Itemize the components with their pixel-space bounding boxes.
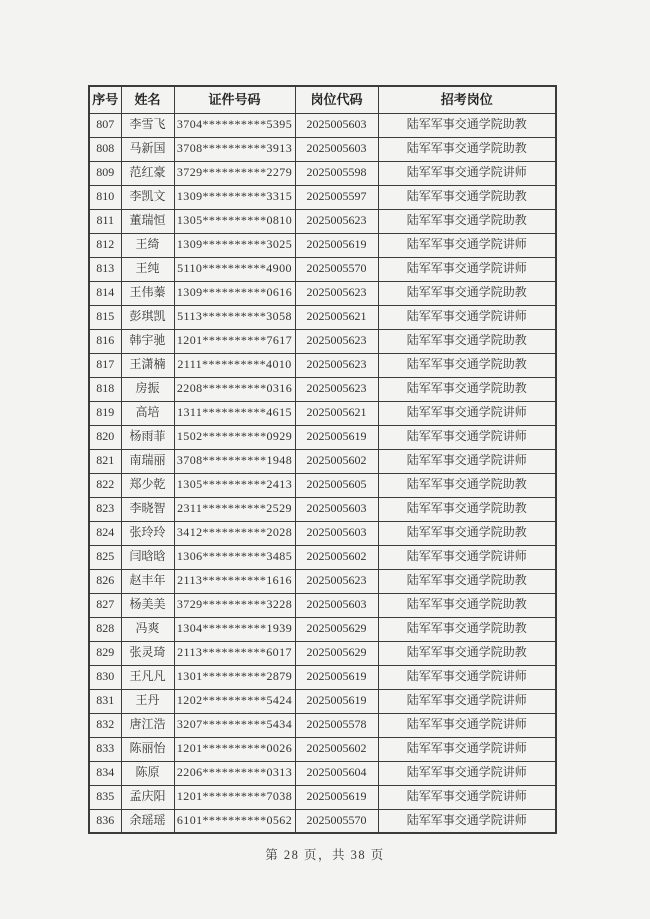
table-row <box>89 473 556 497</box>
cell-name: 唐江浩 <box>121 713 174 737</box>
table-row <box>89 137 556 161</box>
cell-id: 1301**********2879 <box>174 665 295 689</box>
cell-code: 2025005619 <box>295 689 378 713</box>
table-row <box>89 377 556 401</box>
cell-id: 2111**********4010 <box>174 353 295 377</box>
cell-position: 陆军军事交通学院助教 <box>378 329 556 353</box>
cell-serial: 829 <box>89 641 121 665</box>
cell-code: 2025005597 <box>295 185 378 209</box>
cell-code: 2025005603 <box>295 137 378 161</box>
cell-name: 郑少乾 <box>121 473 174 497</box>
table-row <box>89 425 556 449</box>
cell-id: 3207**********5434 <box>174 713 295 737</box>
cell-position: 陆军军事交通学院讲师 <box>378 401 556 425</box>
cell-position: 陆军军事交通学院助教 <box>378 497 556 521</box>
cell-id: 2208**********0316 <box>174 377 295 401</box>
cell-code: 2025005623 <box>295 377 378 401</box>
cell-serial: 823 <box>89 497 121 521</box>
cell-code: 2025005623 <box>295 209 378 233</box>
cell-id: 3412**********2028 <box>174 521 295 545</box>
cell-name: 李晓智 <box>121 497 174 521</box>
cell-name: 房振 <box>121 377 174 401</box>
cell-id: 1202**********5424 <box>174 689 295 713</box>
cell-name: 南瑞丽 <box>121 449 174 473</box>
cell-name: 陈丽怡 <box>121 737 174 761</box>
cell-position: 陆军军事交通学院讲师 <box>378 425 556 449</box>
table-row <box>89 761 556 785</box>
cell-serial: 833 <box>89 737 121 761</box>
cell-serial: 807 <box>89 113 121 137</box>
cell-serial: 826 <box>89 569 121 593</box>
cell-serial: 825 <box>89 545 121 569</box>
table-row <box>89 497 556 521</box>
cell-position: 陆军军事交通学院讲师 <box>378 305 556 329</box>
cell-id: 1201**********7617 <box>174 329 295 353</box>
column-header-name: 姓名 <box>121 86 174 113</box>
cell-id: 5110**********4900 <box>174 257 295 281</box>
cell-serial: 811 <box>89 209 121 233</box>
cell-id: 1305**********2413 <box>174 473 295 497</box>
cell-code: 2025005619 <box>295 665 378 689</box>
table-row <box>89 353 556 377</box>
cell-name: 李凯文 <box>121 185 174 209</box>
cell-position: 陆军军事交通学院助教 <box>378 377 556 401</box>
cell-serial: 814 <box>89 281 121 305</box>
cell-position: 陆军军事交通学院助教 <box>378 281 556 305</box>
cell-id: 1304**********1939 <box>174 617 295 641</box>
cell-code: 2025005629 <box>295 641 378 665</box>
cell-position: 陆军军事交通学院助教 <box>378 185 556 209</box>
cell-code: 2025005570 <box>295 809 378 833</box>
cell-code: 2025005602 <box>295 449 378 473</box>
table-row <box>89 713 556 737</box>
cell-position: 陆军军事交通学院助教 <box>378 641 556 665</box>
cell-code: 2025005623 <box>295 329 378 353</box>
cell-name: 王伟蓁 <box>121 281 174 305</box>
cell-serial: 828 <box>89 617 121 641</box>
table-row <box>89 569 556 593</box>
cell-position: 陆军军事交通学院助教 <box>378 209 556 233</box>
cell-name: 范红豪 <box>121 161 174 185</box>
page-footer: 第 28 页，共 38 页 <box>265 848 385 862</box>
cell-serial: 824 <box>89 521 121 545</box>
cell-serial: 834 <box>89 761 121 785</box>
table-row <box>89 785 556 809</box>
cell-position: 陆军军事交通学院讲师 <box>378 449 556 473</box>
cell-code: 2025005619 <box>295 425 378 449</box>
cell-name: 董瑞恒 <box>121 209 174 233</box>
cell-position: 陆军军事交通学院讲师 <box>378 713 556 737</box>
cell-id: 1201**********0026 <box>174 737 295 761</box>
table-row <box>89 809 556 833</box>
cell-code: 2025005602 <box>295 545 378 569</box>
cell-serial: 808 <box>89 137 121 161</box>
cell-name: 王纯 <box>121 257 174 281</box>
cell-code: 2025005570 <box>295 257 378 281</box>
cell-position: 陆军军事交通学院讲师 <box>378 761 556 785</box>
column-header-serial: 序号 <box>89 86 121 113</box>
cell-name: 王绮 <box>121 233 174 257</box>
table-row <box>89 449 556 473</box>
cell-position: 陆军军事交通学院助教 <box>378 113 556 137</box>
cell-code: 2025005623 <box>295 569 378 593</box>
cell-position: 陆军军事交通学院讲师 <box>378 809 556 833</box>
table-row <box>89 689 556 713</box>
roster-table-header <box>89 86 556 113</box>
cell-code: 2025005578 <box>295 713 378 737</box>
cell-position: 陆军军事交通学院讲师 <box>378 665 556 689</box>
cell-serial: 817 <box>89 353 121 377</box>
cell-name: 余瑶瑶 <box>121 809 174 833</box>
cell-position: 陆军军事交通学院助教 <box>378 473 556 497</box>
cell-serial: 827 <box>89 593 121 617</box>
cell-id: 6101**********0562 <box>174 809 295 833</box>
cell-position: 陆军军事交通学院讲师 <box>378 257 556 281</box>
cell-id: 3729**********2279 <box>174 161 295 185</box>
cell-id: 1306**********3485 <box>174 545 295 569</box>
cell-id: 1201**********7038 <box>174 785 295 809</box>
table-row <box>89 113 556 137</box>
table-row <box>89 209 556 233</box>
cell-position: 陆军军事交通学院讲师 <box>378 161 556 185</box>
cell-serial: 810 <box>89 185 121 209</box>
cell-id: 1309**********0616 <box>174 281 295 305</box>
cell-serial: 818 <box>89 377 121 401</box>
cell-name: 马新国 <box>121 137 174 161</box>
cell-id: 2113**********1616 <box>174 569 295 593</box>
cell-serial: 809 <box>89 161 121 185</box>
table-row <box>89 617 556 641</box>
table-row <box>89 329 556 353</box>
cell-serial: 812 <box>89 233 121 257</box>
cell-code: 2025005629 <box>295 617 378 641</box>
table-row <box>89 305 556 329</box>
cell-serial: 813 <box>89 257 121 281</box>
cell-serial: 832 <box>89 713 121 737</box>
cell-id: 1309**********3315 <box>174 185 295 209</box>
table-row <box>89 257 556 281</box>
cell-position: 陆军军事交通学院助教 <box>378 353 556 377</box>
cell-position: 陆军军事交通学院讲师 <box>378 545 556 569</box>
cell-name: 赵丰年 <box>121 569 174 593</box>
cell-code: 2025005605 <box>295 473 378 497</box>
cell-id: 3708**********3913 <box>174 137 295 161</box>
cell-id: 3729**********3228 <box>174 593 295 617</box>
cell-id: 1502**********0929 <box>174 425 295 449</box>
cell-code: 2025005623 <box>295 281 378 305</box>
table-row <box>89 401 556 425</box>
cell-serial: 816 <box>89 329 121 353</box>
cell-name: 彭琪凯 <box>121 305 174 329</box>
cell-name: 杨美美 <box>121 593 174 617</box>
cell-code: 2025005603 <box>295 521 378 545</box>
cell-serial: 819 <box>89 401 121 425</box>
table-row <box>89 593 556 617</box>
table-row <box>89 233 556 257</box>
cell-id: 3704**********5395 <box>174 113 295 137</box>
column-header-id: 证件号码 <box>174 86 295 113</box>
roster-table <box>88 85 557 834</box>
cell-code: 2025005604 <box>295 761 378 785</box>
table-row <box>89 161 556 185</box>
cell-serial: 830 <box>89 665 121 689</box>
cell-id: 2113**********6017 <box>174 641 295 665</box>
cell-name: 杨雨菲 <box>121 425 174 449</box>
roster-table-body <box>89 113 556 833</box>
cell-id: 1311**********4615 <box>174 401 295 425</box>
cell-name: 张灵琦 <box>121 641 174 665</box>
cell-id: 1305**********0810 <box>174 209 295 233</box>
cell-serial: 835 <box>89 785 121 809</box>
table-row <box>89 281 556 305</box>
table-row <box>89 545 556 569</box>
column-header-code: 岗位代码 <box>295 86 378 113</box>
cell-code: 2025005621 <box>295 401 378 425</box>
cell-code: 2025005602 <box>295 737 378 761</box>
cell-serial: 831 <box>89 689 121 713</box>
cell-name: 王潇楠 <box>121 353 174 377</box>
cell-id: 2311**********2529 <box>174 497 295 521</box>
cell-serial: 836 <box>89 809 121 833</box>
cell-code: 2025005603 <box>295 113 378 137</box>
table-row <box>89 185 556 209</box>
cell-code: 2025005623 <box>295 353 378 377</box>
cell-id: 2206**********0313 <box>174 761 295 785</box>
cell-code: 2025005619 <box>295 785 378 809</box>
cell-serial: 821 <box>89 449 121 473</box>
table-row <box>89 641 556 665</box>
cell-serial: 822 <box>89 473 121 497</box>
cell-position: 陆军军事交通学院讲师 <box>378 785 556 809</box>
cell-position: 陆军军事交通学院讲师 <box>378 737 556 761</box>
cell-code: 2025005598 <box>295 161 378 185</box>
header-row <box>89 86 556 113</box>
table-row <box>89 665 556 689</box>
column-header-position: 招考岗位 <box>378 86 556 113</box>
cell-name: 闫晗晗 <box>121 545 174 569</box>
cell-code: 2025005621 <box>295 305 378 329</box>
cell-code: 2025005619 <box>295 233 378 257</box>
cell-position: 陆军军事交通学院讲师 <box>378 233 556 257</box>
table-row <box>89 521 556 545</box>
cell-position: 陆军军事交通学院讲师 <box>378 689 556 713</box>
cell-position: 陆军军事交通学院助教 <box>378 569 556 593</box>
cell-code: 2025005603 <box>295 497 378 521</box>
cell-name: 孟庆阳 <box>121 785 174 809</box>
cell-serial: 820 <box>89 425 121 449</box>
cell-serial: 815 <box>89 305 121 329</box>
cell-position: 陆军军事交通学院助教 <box>378 137 556 161</box>
cell-name: 王凡凡 <box>121 665 174 689</box>
cell-position: 陆军军事交通学院助教 <box>378 521 556 545</box>
cell-name: 韩宇驰 <box>121 329 174 353</box>
cell-code: 2025005603 <box>295 593 378 617</box>
cell-name: 张玲玲 <box>121 521 174 545</box>
cell-id: 3708**********1948 <box>174 449 295 473</box>
table-row <box>89 737 556 761</box>
cell-name: 李雪飞 <box>121 113 174 137</box>
cell-name: 冯爽 <box>121 617 174 641</box>
cell-name: 陈原 <box>121 761 174 785</box>
cell-position: 陆军军事交通学院助教 <box>378 617 556 641</box>
cell-position: 陆军军事交通学院助教 <box>378 593 556 617</box>
cell-name: 高培 <box>121 401 174 425</box>
cell-id: 1309**********3025 <box>174 233 295 257</box>
cell-id: 5113**********3058 <box>174 305 295 329</box>
cell-name: 王丹 <box>121 689 174 713</box>
